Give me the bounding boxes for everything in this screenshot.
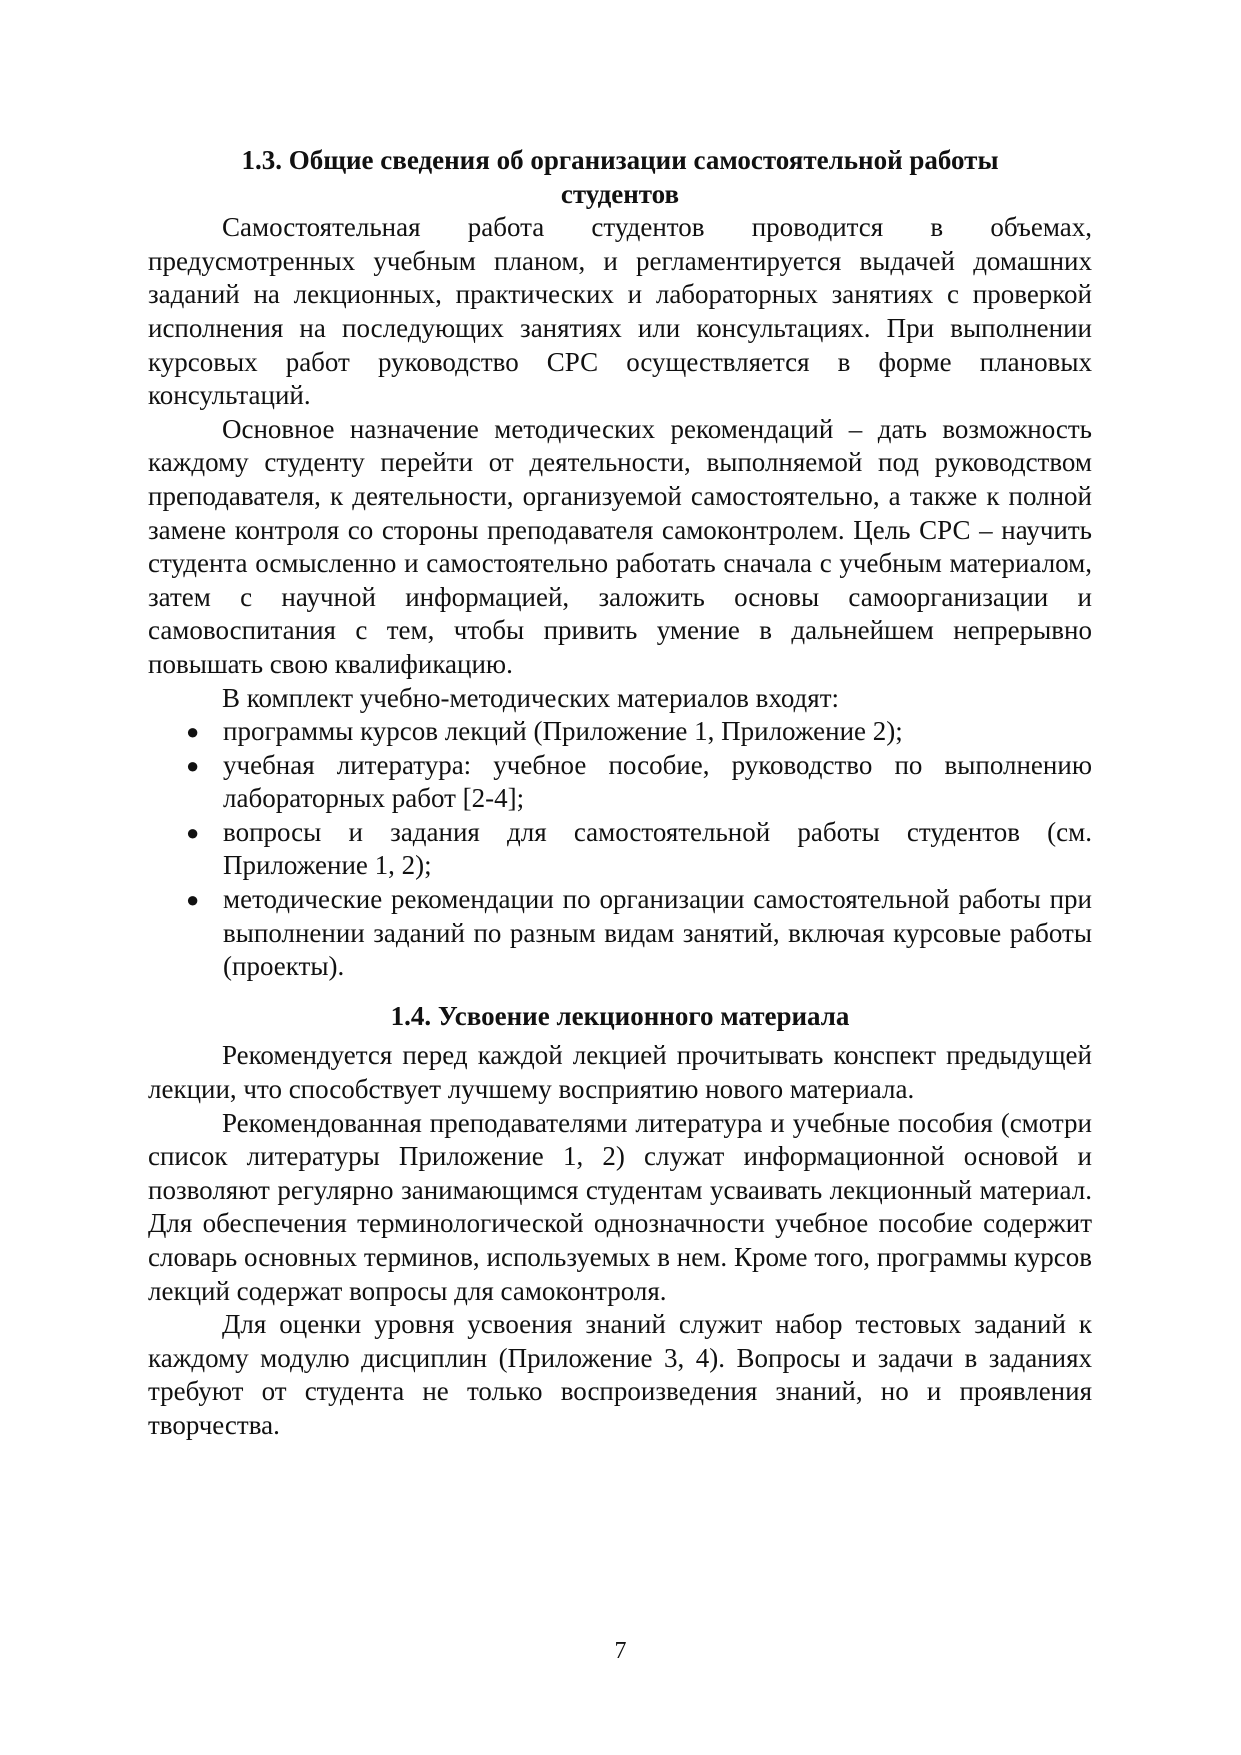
list-item-text: методические рекомендации по организации самостоятельной работы при выполнении заданий по разным видам занятий, включая курсовые работы (проекты). — [223, 884, 1092, 982]
paragraph-assessment: Для оценки уровня усвоения знаний служит набор тестовых заданий к каждому модулю дисциплин (Приложение 3, 4). Вопросы и задачи в заданиях требуют от студента не только воспроизведения знаний, но и проявления творчества. — [148, 1309, 1092, 1440]
paragraph-method-purpose: Основное назначение методических рекомендаций – дать возможность каждому студенту перейти от деятельности, выполняемой под руководством преподавателя, к деятельности, организуемой самостоятельно, а также к полной замене контроля со стороны преподавателя самоконтролем. Цель СРС – научить студента осмысленно и самостоятельно работать сначала с учебным материалом, затем с научной информацией, заложить основы самоорганизации и самовоспитания с тем, чтобы привить умение в дальнейшем непрерывно повышать свою квалификацию. — [148, 413, 1092, 679]
list-item — [186, 749, 1092, 816]
section-heading-1-3: 1.3. Общие сведения об организации самостоятельной работы студентов — [241, 145, 999, 209]
section-heading-1-4: 1.4. Усвоение лекционного материала — [390, 1000, 850, 1031]
list-item — [186, 816, 1092, 883]
paragraph-literature: Рекомендованная преподавателями литература и учебные пособия (смотри список литературы Приложение 1, 2) служат информационной основой и позволяют регулярно занимающимся студентам усваивать лекционный материал. Для обеспечения терминологической однозначности учебное пособие содержит словарь основных терминов, используемых в нем. Кроме того, программы курсов лекций содержат вопросы для самоконтроля. — [148, 1107, 1092, 1306]
paragraph-materials-intro: В комплект учебно-методических материалов входят: — [222, 682, 840, 713]
materials-list — [148, 715, 1092, 984]
list-item — [186, 883, 1092, 984]
page-content — [148, 144, 1092, 1443]
paragraph-lecture-review: Рекомендуется перед каждой лекцией прочитывать конспект предыдущей лекции, что способствует лучшему восприятию нового материала. — [148, 1040, 1092, 1105]
bullet-icon: ● — [186, 752, 200, 778]
list-item-text: вопросы и задания для самостоятельной работы студентов (см. Приложение 1, 2); — [223, 816, 1092, 881]
paragraph-srs-scope: Самостоятельная работа студентов проводится в объемах, предусмотренных учебным планом, и регламентируется выдачей домашних заданий на лекционных, практических и лабораторных занятиях с проверкой исполнения на последующих занятиях или консультациях. При выполнении курсовых работ руководство СРС осуществляется в форме плановых консультаций. — [148, 212, 1092, 411]
list-item — [186, 715, 1092, 749]
page-number: 7 — [614, 1638, 627, 1664]
list-item-text: учебная литература: учебное пособие, руководство по выполнению лабораторных работ [2-4]; — [223, 749, 1092, 814]
bullet-icon: ● — [186, 887, 200, 913]
bullet-icon: ● — [186, 819, 200, 845]
list-item-text: программы курсов лекций (Приложение 1, Приложение 2); — [223, 716, 903, 747]
bullet-icon: ● — [186, 719, 200, 745]
